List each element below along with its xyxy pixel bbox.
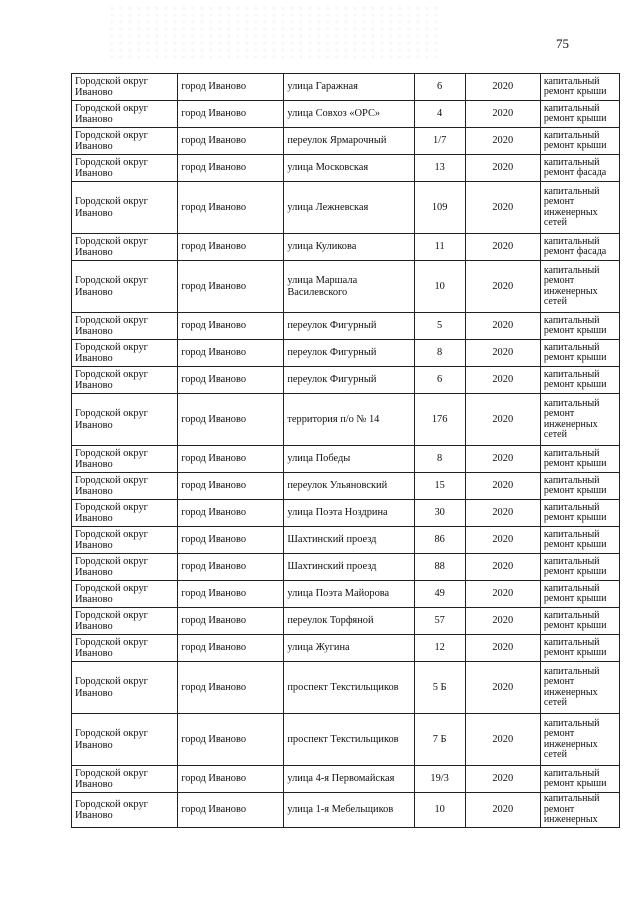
house-number-cell: 86 [414, 527, 465, 554]
street-cell: улица Победы [284, 446, 414, 473]
year-cell: 2020 [465, 234, 540, 261]
year-cell: 2020 [465, 793, 540, 828]
house-number-cell: 109 [414, 182, 465, 234]
house-number-cell: 12 [414, 635, 465, 662]
table-row [72, 766, 620, 793]
street-cell: переулок Фигурный [284, 340, 414, 367]
work-type-cell: капитальный ремонт крыши [540, 340, 619, 367]
street-cell: улица Куликова [284, 234, 414, 261]
city-cell: город Иваново [178, 340, 284, 367]
street-cell: переулок Торфяной [284, 608, 414, 635]
work-type-cell: капитальный ремонт крыши [540, 367, 619, 394]
table-row [72, 155, 620, 182]
work-type-cell: капитальный ремонт инженерных сетей [540, 714, 619, 766]
district-cell: Городской округ Иваново [72, 554, 178, 581]
district-cell: Городской округ Иваново [72, 714, 178, 766]
house-number-cell: 10 [414, 793, 465, 828]
district-cell: Городской округ Иваново [72, 635, 178, 662]
work-type-cell: капитальный ремонт крыши [540, 313, 619, 340]
house-number-cell: 30 [414, 500, 465, 527]
table-row [72, 128, 620, 155]
street-cell: улица Гаражная [284, 74, 414, 101]
table-row [72, 714, 620, 766]
city-cell: город Иваново [178, 635, 284, 662]
house-number-cell: 5 [414, 313, 465, 340]
work-type-cell: капитальный ремонт крыши [540, 554, 619, 581]
street-cell: улица Поэта Майорова [284, 581, 414, 608]
year-cell: 2020 [465, 313, 540, 340]
city-cell: город Иваново [178, 313, 284, 340]
street-cell: улица Лежневская [284, 182, 414, 234]
city-cell: город Иваново [178, 662, 284, 714]
house-number-cell: 6 [414, 74, 465, 101]
house-number-cell: 11 [414, 234, 465, 261]
table-row [72, 608, 620, 635]
district-cell: Городской округ Иваново [72, 608, 178, 635]
work-type-cell: капитальный ремонт крыши [540, 128, 619, 155]
year-cell: 2020 [465, 500, 540, 527]
table-row [72, 74, 620, 101]
district-cell: Городской округ Иваново [72, 182, 178, 234]
work-type-cell: капитальный ремонт крыши [540, 581, 619, 608]
work-type-cell: капитальный ремонт инженерных [540, 793, 619, 828]
district-cell: Городской округ Иваново [72, 74, 178, 101]
work-type-cell: капитальный ремонт крыши [540, 446, 619, 473]
house-number-cell: 57 [414, 608, 465, 635]
city-cell: город Иваново [178, 182, 284, 234]
table-row [72, 662, 620, 714]
district-cell: Городской округ Иваново [72, 500, 178, 527]
year-cell: 2020 [465, 101, 540, 128]
scan-noise [110, 6, 440, 58]
year-cell: 2020 [465, 446, 540, 473]
year-cell: 2020 [465, 554, 540, 581]
house-number-cell: 88 [414, 554, 465, 581]
street-cell: территория п/о № 14 [284, 394, 414, 446]
table-row [72, 313, 620, 340]
work-type-cell: капитальный ремонт крыши [540, 635, 619, 662]
year-cell: 2020 [465, 527, 540, 554]
street-cell: Шахтинский проезд [284, 554, 414, 581]
city-cell: город Иваново [178, 155, 284, 182]
year-cell: 2020 [465, 766, 540, 793]
table-row [72, 234, 620, 261]
work-type-cell: капитальный ремонт крыши [540, 608, 619, 635]
district-cell: Городской округ Иваново [72, 155, 178, 182]
street-cell: улица 1-я Мебельщиков [284, 793, 414, 828]
table-row [72, 367, 620, 394]
year-cell: 2020 [465, 367, 540, 394]
city-cell: город Иваново [178, 101, 284, 128]
street-cell: проспект Текстильщиков [284, 714, 414, 766]
table-row [72, 394, 620, 446]
city-cell: город Иваново [178, 234, 284, 261]
house-number-cell: 10 [414, 261, 465, 313]
year-cell: 2020 [465, 340, 540, 367]
street-cell: переулок Фигурный [284, 367, 414, 394]
table-row [72, 635, 620, 662]
repair-register-table [71, 73, 620, 828]
year-cell: 2020 [465, 662, 540, 714]
house-number-cell: 1/7 [414, 128, 465, 155]
table-row [72, 182, 620, 234]
house-number-cell: 19/3 [414, 766, 465, 793]
street-cell: улица Совхоз «ОРС» [284, 101, 414, 128]
house-number-cell: 6 [414, 367, 465, 394]
district-cell: Городской округ Иваново [72, 473, 178, 500]
house-number-cell: 7 Б [414, 714, 465, 766]
city-cell: город Иваново [178, 446, 284, 473]
house-number-cell: 15 [414, 473, 465, 500]
district-cell: Городской округ Иваново [72, 367, 178, 394]
year-cell: 2020 [465, 608, 540, 635]
street-cell: улица Маршала Василевского [284, 261, 414, 313]
city-cell: город Иваново [178, 793, 284, 828]
house-number-cell: 8 [414, 446, 465, 473]
street-cell: улица Поэта Ноздрина [284, 500, 414, 527]
street-cell: улица 4-я Первомайская [284, 766, 414, 793]
city-cell: город Иваново [178, 500, 284, 527]
city-cell: город Иваново [178, 367, 284, 394]
table-row [72, 101, 620, 128]
city-cell: город Иваново [178, 608, 284, 635]
work-type-cell: капитальный ремонт инженерных сетей [540, 182, 619, 234]
city-cell: город Иваново [178, 527, 284, 554]
work-type-cell: капитальный ремонт фасада [540, 155, 619, 182]
district-cell: Городской округ Иваново [72, 128, 178, 155]
street-cell: улица Жугина [284, 635, 414, 662]
city-cell: город Иваново [178, 261, 284, 313]
district-cell: Городской округ Иваново [72, 261, 178, 313]
table-row [72, 473, 620, 500]
year-cell: 2020 [465, 261, 540, 313]
year-cell: 2020 [465, 128, 540, 155]
table-row [72, 261, 620, 313]
city-cell: город Иваново [178, 766, 284, 793]
house-number-cell: 8 [414, 340, 465, 367]
work-type-cell: капитальный ремонт инженерных сетей [540, 662, 619, 714]
city-cell: город Иваново [178, 554, 284, 581]
house-number-cell: 49 [414, 581, 465, 608]
street-cell: переулок Ульяновский [284, 473, 414, 500]
house-number-cell: 5 Б [414, 662, 465, 714]
table-row [72, 500, 620, 527]
district-cell: Городской округ Иваново [72, 766, 178, 793]
city-cell: город Иваново [178, 128, 284, 155]
city-cell: город Иваново [178, 74, 284, 101]
district-cell: Городской округ Иваново [72, 581, 178, 608]
year-cell: 2020 [465, 394, 540, 446]
district-cell: Городской округ Иваново [72, 793, 178, 828]
year-cell: 2020 [465, 714, 540, 766]
city-cell: город Иваново [178, 394, 284, 446]
district-cell: Городской округ Иваново [72, 662, 178, 714]
district-cell: Городской округ Иваново [72, 527, 178, 554]
table-row [72, 527, 620, 554]
table-row [72, 554, 620, 581]
district-cell: Городской округ Иваново [72, 313, 178, 340]
house-number-cell: 176 [414, 394, 465, 446]
house-number-cell: 4 [414, 101, 465, 128]
year-cell: 2020 [465, 581, 540, 608]
work-type-cell: капитальный ремонт крыши [540, 766, 619, 793]
street-cell: проспект Текстильщиков [284, 662, 414, 714]
work-type-cell: капитальный ремонт крыши [540, 101, 619, 128]
district-cell: Городской округ Иваново [72, 446, 178, 473]
work-type-cell: капитальный ремонт крыши [540, 74, 619, 101]
work-type-cell: капитальный ремонт крыши [540, 473, 619, 500]
page-number: 75 [556, 36, 569, 51]
city-cell: город Иваново [178, 473, 284, 500]
year-cell: 2020 [465, 635, 540, 662]
district-cell: Городской округ Иваново [72, 101, 178, 128]
table-row [72, 340, 620, 367]
street-cell: переулок Фигурный [284, 313, 414, 340]
house-number-cell: 13 [414, 155, 465, 182]
table-row [72, 793, 620, 828]
street-cell: улица Московская [284, 155, 414, 182]
work-type-cell: капитальный ремонт крыши [540, 500, 619, 527]
district-cell: Городской округ Иваново [72, 340, 178, 367]
year-cell: 2020 [465, 182, 540, 234]
table-body [72, 74, 620, 828]
table-row [72, 446, 620, 473]
work-type-cell: капитальный ремонт фасада [540, 234, 619, 261]
district-cell: Городской округ Иваново [72, 234, 178, 261]
year-cell: 2020 [465, 74, 540, 101]
district-cell: Городской округ Иваново [72, 394, 178, 446]
street-cell: переулок Ярмарочный [284, 128, 414, 155]
city-cell: город Иваново [178, 581, 284, 608]
table-row [72, 581, 620, 608]
work-type-cell: капитальный ремонт крыши [540, 527, 619, 554]
street-cell: Шахтинский проезд [284, 527, 414, 554]
year-cell: 2020 [465, 473, 540, 500]
work-type-cell: капитальный ремонт инженерных сетей [540, 261, 619, 313]
work-type-cell: капитальный ремонт инженерных сетей [540, 394, 619, 446]
year-cell: 2020 [465, 155, 540, 182]
city-cell: город Иваново [178, 714, 284, 766]
